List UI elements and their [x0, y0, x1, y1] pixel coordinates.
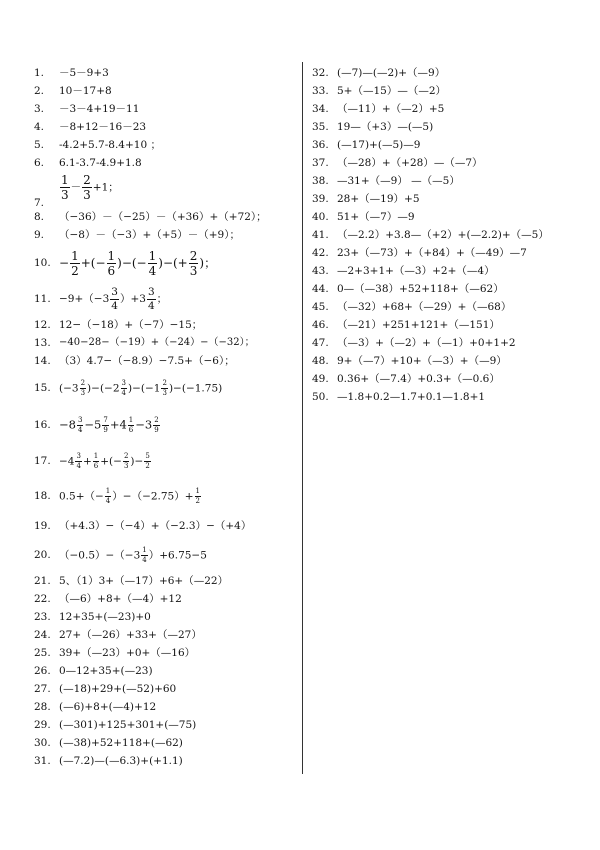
problem-expression: (—6)+8+(—4)+12: [59, 700, 157, 713]
fraction: $\frac{3}{4}$: [76, 451, 81, 470]
problem-number: 3.: [34, 102, 45, 115]
problem-expression: －8+12－16－23: [59, 120, 147, 133]
problem-number: 33.: [312, 84, 329, 97]
problem-number: 19.: [34, 519, 51, 532]
problem-row: [312, 352, 592, 370]
problem-row: [34, 478, 296, 514]
problem-expression: 27+（—26）+33+（—27）: [59, 628, 202, 641]
problem-row: [312, 118, 592, 136]
problem-row: [34, 572, 296, 590]
problem-expression: 0—（—38）+52+118+（—62）: [337, 282, 504, 295]
problem-expression: 12−（−18）+（−7）−15；: [59, 318, 203, 331]
problem-row: [34, 118, 296, 136]
problem-number: 28.: [34, 700, 51, 713]
problem-number: 10.: [34, 256, 51, 269]
problem-expression: (—38)+52+118+(—62): [59, 736, 183, 749]
problem-number: 31.: [34, 754, 51, 767]
problem-expression: （3）4.7−（−8.9）−7.5+（−6）；: [59, 354, 235, 367]
problem-expression: （—28）+（+28）—（—7）: [337, 156, 483, 169]
problem-row: [34, 590, 296, 608]
problem-expression: 23+（—73）+（+84）+（—49）—7: [337, 246, 527, 259]
problem-number: 14.: [34, 354, 51, 367]
problem-number: 48.: [312, 354, 329, 367]
problem-expression: 5、（1）3+（—17）+6+（—22）: [59, 574, 229, 587]
problem-expression: 12+35+(—23)+0: [59, 610, 151, 623]
problem-row: [34, 316, 296, 334]
problem-expression: （−8）－（−3）+（+5）－（+9）；: [59, 228, 240, 241]
problem-number: 41.: [312, 228, 329, 241]
problem-row: [312, 244, 592, 262]
problem-row: [34, 444, 296, 478]
problem-number: 26.: [34, 664, 51, 677]
problem-expression: 19—（+3）—(—5): [337, 120, 434, 133]
problem-row: [34, 154, 296, 172]
problem-number: 7.: [34, 196, 45, 209]
problem-expression: －5－9+3: [59, 66, 109, 79]
problem-number: 40.: [312, 210, 329, 223]
left-column: [34, 64, 296, 770]
problem-row: [34, 352, 296, 370]
problem-row: [34, 608, 296, 626]
problem-expression: 39+（—23）+0+（—16）: [59, 646, 196, 659]
problem-expression: （—2.2）+3.8—（+2）+(—2.2)+（—5）: [337, 228, 549, 241]
problem-number: 29.: [34, 718, 51, 731]
problem-expression: (−3 $\frac{2}{3}$ )−(−2 $\frac{3}{4}$ )−(−1 $\frac{2}{3}$ )−(−1.75): [59, 378, 223, 397]
problem-number: 38.: [312, 174, 329, 187]
problem-expression: 10－17+8: [59, 84, 112, 97]
problem-expression: （—6）+8+（—4）+12: [59, 592, 182, 605]
problem-row: [312, 370, 592, 388]
problem-number: 36.: [312, 138, 329, 151]
problem-row: [34, 538, 296, 572]
problem-number: 9.: [34, 228, 45, 241]
problem-number: 50.: [312, 390, 329, 403]
problem-expression: 28+（—19）+5: [337, 192, 420, 205]
fraction: $\frac{1}{6}$: [93, 451, 99, 470]
problem-number: 42.: [312, 246, 329, 259]
fraction: $\frac{3}{4}$: [111, 286, 118, 312]
problem-row: [34, 716, 296, 734]
problem-expression: －3－4+19－11: [59, 102, 140, 115]
fraction: $\frac{1}{3}$: [61, 173, 69, 202]
problem-number: 37.: [312, 156, 329, 169]
problem-number: 21.: [34, 574, 51, 587]
problem-number: 16.: [34, 418, 51, 431]
problem-expression: 51+（—7）—9: [337, 210, 415, 223]
fraction: $\frac{1}{4}$: [142, 545, 147, 564]
fraction: $\frac{1}{4}$: [105, 486, 111, 505]
problem-expression: 0.36+（—7.4）+0.3+（—0.6）: [337, 372, 500, 385]
fraction: $\frac{3}{4}$: [77, 415, 83, 434]
problem-row: [312, 280, 592, 298]
fraction: $\frac{3}{4}$: [121, 378, 126, 397]
problem-number: 6.: [34, 156, 45, 169]
problem-number: 25.: [34, 646, 51, 659]
problem-row: [34, 662, 296, 680]
problem-expression: （−0.5）−（−3 $\frac{1}{4}$ ）+6.75−5: [59, 545, 207, 564]
problem-number: 32.: [312, 66, 329, 79]
problem-expression: —31+（—9） —（—5）: [337, 174, 460, 187]
problem-row: [312, 262, 592, 280]
problem-expression: (—301)+125+301+(—75): [59, 718, 197, 731]
fraction: $\frac{1}{6}$: [128, 415, 134, 434]
problem-number: 18.: [34, 489, 51, 502]
problem-number: 11.: [34, 292, 51, 305]
problem-row: [312, 226, 592, 244]
fraction: $\frac{5}{2}$: [145, 451, 150, 470]
problem-row: [312, 190, 592, 208]
problem-expression: 0.5+（− $\frac{1}{4}$ ）−（−2.75）+ $\frac{1}{2}$: [59, 486, 201, 505]
problem-number: 5.: [34, 138, 45, 151]
problem-expression: −40−28−（−19）+（−24）−（−32）；: [59, 337, 255, 348]
problem-row: [312, 136, 592, 154]
column-divider: [302, 62, 303, 774]
problem-row: [34, 208, 296, 226]
problem-expression: （—11）+（—2）+5: [337, 102, 445, 115]
problem-number: 8.: [34, 210, 45, 223]
fraction: $\frac{2}{3}$: [162, 378, 167, 397]
problem-number: 47.: [312, 336, 329, 349]
problem-row: [34, 100, 296, 118]
problem-row: [312, 208, 592, 226]
problem-row: [34, 644, 296, 662]
problem-expression: 0—12+35+(—23): [59, 664, 153, 677]
problem-expression: （−36）－（−25）－（+36）+（+72）；: [59, 210, 267, 223]
fraction: $\frac{1}{2}$: [195, 486, 201, 505]
problem-expression: (—18)+29+(—52)+60: [59, 682, 177, 695]
problem-number: 35.: [312, 120, 329, 133]
problem-expression: $\frac{1}{3}$ － $\frac{2}{3}$ +1；: [61, 173, 119, 202]
problem-row: [312, 64, 592, 82]
problem-number: 46.: [312, 318, 329, 331]
fraction: $\frac{2}{3}$: [80, 378, 86, 397]
problem-expression: （—21）+251+121+（—151）: [337, 318, 500, 331]
problem-number: 17.: [34, 454, 51, 467]
problem-row: [34, 698, 296, 716]
problem-row: [34, 226, 296, 244]
problem-number: 22.: [34, 592, 51, 605]
problem-expression: 5+（—15）—（—2）: [337, 84, 447, 97]
problem-expression: -4.2+5.7-8.4+10 ；: [59, 138, 161, 151]
problem-number: 15.: [34, 381, 51, 394]
problem-expression: （—32）+68+（—29）+（—68）: [337, 300, 512, 313]
problem-row: [312, 172, 592, 190]
problem-row: [34, 244, 296, 282]
problem-row: [312, 334, 592, 352]
problem-row: [34, 172, 296, 208]
fraction: $\frac{2}{3}$: [83, 173, 91, 202]
fraction: $\frac{1}{2}$: [71, 248, 79, 278]
problem-row: [312, 100, 592, 118]
fraction: $\frac{2}{3}$: [123, 451, 129, 470]
problem-row: [34, 406, 296, 444]
problem-number: 45.: [312, 300, 329, 313]
problem-row: [34, 136, 296, 154]
problem-row: [312, 298, 592, 316]
problem-row: [312, 82, 592, 100]
problem-row: [34, 680, 296, 698]
fraction: $\frac{1}{6}$: [107, 248, 116, 278]
right-column: [312, 64, 592, 406]
problem-row: [34, 282, 296, 316]
problem-number: 24.: [34, 628, 51, 641]
problem-number: 39.: [312, 192, 329, 205]
problem-expression: —1.8+0.2—1.7+0.1—1.8+1: [337, 390, 486, 403]
problem-number: 12.: [34, 318, 51, 331]
problem-number: 43.: [312, 264, 329, 277]
problem-row: [34, 514, 296, 538]
problem-number: 13.: [34, 336, 51, 349]
problem-expression: −9+（−3 $\frac{3}{4}$ ）+3 $\frac{3}{4}$ ；: [59, 286, 168, 312]
problem-row: [34, 734, 296, 752]
problem-number: 1.: [34, 66, 45, 79]
fraction: $\frac{7}{9}$: [103, 415, 108, 434]
problem-number: 49.: [312, 372, 329, 385]
fraction: $\frac{2}{3}$: [189, 248, 198, 278]
problem-expression: − $\frac{1}{2}$ +(− $\frac{1}{6}$ )−(− $\frac{1}{4}$ )−(+ $\frac{2}{3}$ )；: [59, 248, 217, 278]
fraction: $\frac{2}{9}$: [154, 415, 159, 434]
problem-expression: (—7)—(—2)+（—9）: [337, 66, 446, 79]
problem-row: [34, 334, 296, 352]
problem-expression: （+4.3）−（−4）+（−2.3）−（+4）: [59, 519, 252, 532]
problem-row: [312, 154, 592, 172]
problem-number: 4.: [34, 120, 45, 133]
problem-number: 30.: [34, 736, 51, 749]
problem-expression: 9+（—7）+10+（—3）+（—9）: [337, 354, 507, 367]
problem-number: 23.: [34, 610, 51, 623]
problem-expression: (—17)+(—5)—9: [337, 138, 421, 151]
problem-row: [34, 64, 296, 82]
problem-row: [34, 82, 296, 100]
problem-row: [312, 388, 592, 406]
problem-number: 27.: [34, 682, 51, 695]
problem-expression: (—7.2)—(—6.3)+(+1.1): [59, 754, 183, 767]
problem-row: [34, 752, 296, 770]
problem-number: 2.: [34, 84, 45, 97]
problem-number: 44.: [312, 282, 329, 295]
problem-number: 34.: [312, 102, 329, 115]
problem-expression: —2+3+1+（—3）+2+（—4）: [337, 264, 495, 277]
fraction: $\frac{1}{4}$: [148, 248, 157, 278]
problem-expression: −8 $\frac{3}{4}$ −5 $\frac{7}{9}$ +4 $\frac{1}{6}$ −3 $\frac{2}{9}$: [59, 415, 159, 434]
problem-expression: 6.1-3.7-4.9+1.8: [59, 156, 142, 169]
problem-row: [34, 370, 296, 406]
problem-expression: （—3）+（—2）+（—1）+0+1+2: [337, 336, 516, 349]
problem-row: [34, 626, 296, 644]
problem-row: [312, 316, 592, 334]
fraction: $\frac{3}{4}$: [147, 286, 155, 312]
problem-expression: −4 $\frac{3}{4}$ + $\frac{1}{6}$ +(− $\frac{2}{3}$ )− $\frac{5}{2}$: [59, 451, 150, 470]
problem-number: 20.: [34, 548, 51, 561]
